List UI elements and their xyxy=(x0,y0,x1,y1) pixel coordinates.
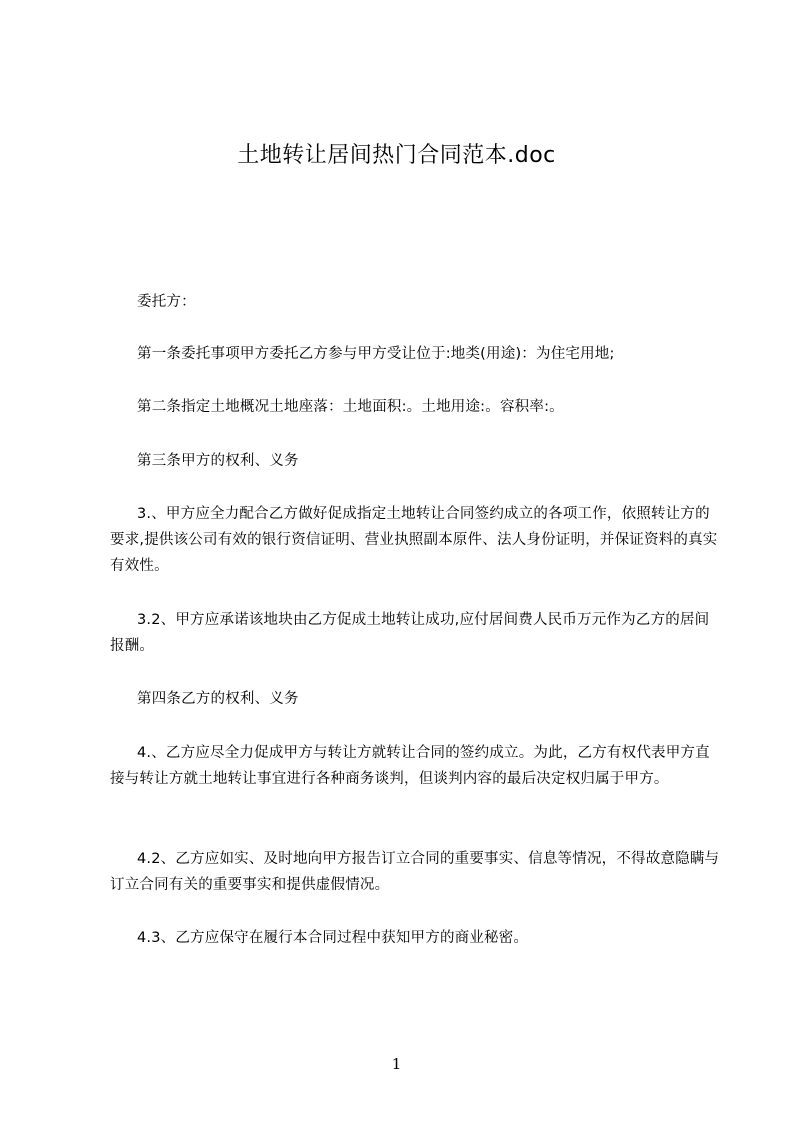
paragraph-article-3-heading: 第三条甲方的权利、义务 xyxy=(137,453,299,469)
paragraph-article-2: 第二条指定土地概况土地座落：土地面积:。土地用途:。容积率:。 xyxy=(137,399,564,415)
document-title: 土地转让居间热门合同范本.doc xyxy=(237,143,556,168)
paragraph-article-4-heading: 第四条乙方的权利、义务 xyxy=(137,691,299,707)
paragraph-clause-3-2: 3.2、甲方应承诺该地块由乙方促成土地转让成功,应付居间费人民币万元作为乙方的居间报酬。 xyxy=(110,612,710,654)
paragraph-article-1: 第一条委托事项甲方委托乙方参与甲方受让位于:地类(用途)：为住宅用地; xyxy=(137,346,615,362)
page-number: 1 xyxy=(391,1055,402,1073)
paragraph-clause-4-1: 4.、乙方应尽全力促成甲方与转让方就转让合同的签约成立。为此，乙方有权代表甲方直接与转让方就土地转让事宜进行各种商务谈判，但谈判内容的最后决定权归属于甲方。 xyxy=(110,745,710,787)
paragraph-clause-4-3: 4.3、乙方应保守在履行本合同过程中获知甲方的商业秘密。 xyxy=(137,930,529,946)
paragraph-client: 委托方： xyxy=(137,294,196,310)
paragraph-clause-4-2: 4.2、乙方应如实、及时地向甲方报告订立合同的重要事实、信息等情况，不得故意隐瞒与订立合同有关的重要事实和提供虚假情况。 xyxy=(110,851,720,893)
paragraph-clause-3-1: 3.、甲方应全力配合乙方做好促成指定土地转让合同签约成立的各项工作，依照转让方的要求,提供该公司有效的银行资信证明、营业执照副本原件、法人身份证明，并保证资料的真实有效性。 xyxy=(110,506,718,574)
